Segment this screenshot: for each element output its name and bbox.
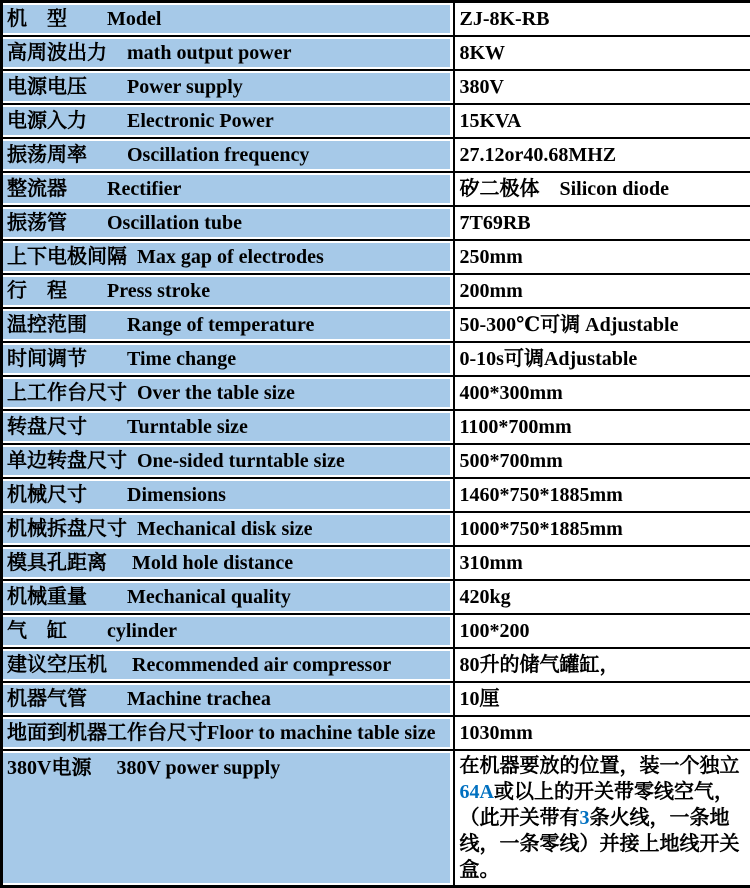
spec-label: 机 型 Model [7, 8, 161, 30]
spec-label-cell [2, 70, 454, 104]
spec-value-cell [454, 206, 750, 240]
spec-label: 上下电极间隔 Max gap of electrodes [7, 246, 324, 268]
table-row [2, 648, 750, 682]
spec-table-body [2, 2, 750, 887]
spec-value-cell [454, 580, 750, 614]
spec-label-cell [2, 546, 454, 580]
spec-value-cell [454, 376, 750, 410]
spec-value: 27.12or40.68MHZ [460, 144, 617, 166]
spec-value: 80升的储气罐缸， [460, 654, 620, 676]
table-row [2, 546, 750, 580]
table-row [2, 716, 750, 750]
spec-label: 模具孔距离 Mold hole distance [7, 552, 293, 574]
spec-label-cell [2, 716, 454, 750]
spec-label: 温控范围 Range of temperature [7, 314, 314, 336]
spec-value: 200mm [460, 280, 523, 302]
spec-label: 行 程 Press stroke [7, 280, 210, 302]
spec-value: 7T69RB [460, 212, 531, 234]
table-row [2, 308, 750, 342]
spec-value: 1100*700mm [460, 416, 572, 438]
table-row [2, 36, 750, 70]
table-row [2, 274, 750, 308]
spec-value-highlight: 3 [580, 807, 590, 829]
spec-value-cell [454, 750, 750, 887]
spec-value: 8KW [460, 42, 506, 64]
spec-label-cell [2, 206, 454, 240]
spec-label-cell [2, 240, 454, 274]
spec-value-cell [454, 2, 750, 36]
spec-label: 机械拆盘尺寸 Mechanical disk size [7, 518, 313, 540]
spec-value-cell [454, 512, 750, 546]
spec-value: 420kg [460, 586, 511, 608]
table-row [2, 104, 750, 138]
spec-label-cell [2, 512, 454, 546]
spec-label-cell [2, 750, 454, 887]
spec-value-cell [454, 342, 750, 376]
table-row [2, 614, 750, 648]
table-row [2, 410, 750, 444]
spec-value-cell [454, 240, 750, 274]
spec-label: 机械重量 Mechanical quality [7, 586, 291, 608]
table-row [2, 70, 750, 104]
spec-value: 在机器要放的位置，装一个独立 [460, 755, 740, 777]
table-row [2, 172, 750, 206]
spec-label: 整流器 Rectifier [7, 178, 181, 200]
spec-label: 单边转盘尺寸 One-sided turntable size [7, 450, 345, 472]
spec-value-cell [454, 70, 750, 104]
table-row [2, 240, 750, 274]
spec-value: 400*300mm [460, 382, 563, 404]
spec-label: 高周波出力 math output power [7, 42, 291, 64]
table-row [2, 512, 750, 546]
spec-value-cell [454, 274, 750, 308]
spec-label-cell [2, 104, 454, 138]
spec-value-cell [454, 104, 750, 138]
spec-value: 250mm [460, 246, 523, 268]
spec-label: 机械尺寸 Dimensions [7, 484, 226, 506]
spec-label-cell [2, 274, 454, 308]
table-row [2, 478, 750, 512]
spec-label: 气 缸 cylinder [7, 620, 177, 642]
spec-value: 0-10s可调Adjustable [460, 348, 638, 370]
spec-label: 振荡管 Oscillation tube [7, 212, 242, 234]
spec-label: 上工作台尺寸 Over the table size [7, 382, 295, 404]
spec-value-cell [454, 172, 750, 206]
spec-label: 振荡周率 Oscillation frequency [7, 144, 309, 166]
spec-label-cell [2, 410, 454, 444]
spec-value: ZJ-8K-RB [460, 8, 550, 30]
spec-label-cell [2, 2, 454, 36]
table-row [2, 444, 750, 478]
spec-label: 380V电源 380V power supply [7, 757, 280, 779]
spec-value-cell [454, 478, 750, 512]
spec-value-cell [454, 546, 750, 580]
table-row [2, 2, 750, 36]
spec-label-cell [2, 444, 454, 478]
spec-value: 1460*750*1885mm [460, 484, 623, 506]
spec-value-cell [454, 410, 750, 444]
spec-label: 地面到机器工作台尺寸Floor to machine table size [7, 722, 435, 744]
spec-value: 500*700mm [460, 450, 563, 472]
spec-label: 建议空压机 Recommended air compressor [7, 654, 391, 676]
spec-value-cell [454, 648, 750, 682]
spec-value: 310mm [460, 552, 523, 574]
spec-value: 10厘 [460, 688, 500, 710]
spec-value: 15KVA [460, 110, 522, 132]
spec-value-cell [454, 138, 750, 172]
table-row [2, 580, 750, 614]
spec-label-cell [2, 614, 454, 648]
spec-value: 380V [460, 76, 504, 98]
spec-label-cell [2, 376, 454, 410]
spec-label: 电源电压 Power supply [7, 76, 243, 98]
spec-value: 1030mm [460, 722, 533, 744]
spec-value: 条火线，一条地线，一条零线）并接上地线开关盒。 [460, 807, 740, 881]
table-row [2, 342, 750, 376]
spec-value-cell [454, 682, 750, 716]
table-row [2, 206, 750, 240]
spec-value: 50-300℃可调 Adjustable [460, 314, 679, 336]
spec-label-cell [2, 172, 454, 206]
spec-value: 100*200 [460, 620, 530, 642]
spec-value-cell [454, 444, 750, 478]
spec-value: 矽二极体 Silicon diode [460, 178, 669, 200]
table-row [2, 750, 750, 887]
spec-label-cell [2, 648, 454, 682]
table-row [2, 376, 750, 410]
spec-value-highlight: 64A [460, 781, 494, 803]
spec-label: 电源入力 Electronic Power [7, 110, 274, 132]
spec-label-cell [2, 478, 454, 512]
spec-label-cell [2, 682, 454, 716]
spec-value: 1000*750*1885mm [460, 518, 623, 540]
spec-value-cell [454, 614, 750, 648]
table-row [2, 682, 750, 716]
spec-label: 转盘尺寸 Turntable size [7, 416, 248, 438]
spec-value-cell [454, 308, 750, 342]
spec-value: 或以上的开关带零线空气，（此开关带有 [460, 781, 734, 829]
spec-label-cell [2, 138, 454, 172]
spec-label-cell [2, 342, 454, 376]
spec-label-cell [2, 308, 454, 342]
spec-label-cell [2, 36, 454, 70]
table-row [2, 138, 750, 172]
spec-label-cell [2, 580, 454, 614]
spec-label: 机器气管 Machine trachea [7, 688, 271, 710]
spec-label: 时间调节 Time change [7, 348, 236, 370]
spec-value-cell [454, 36, 750, 70]
spec-value-cell [454, 716, 750, 750]
